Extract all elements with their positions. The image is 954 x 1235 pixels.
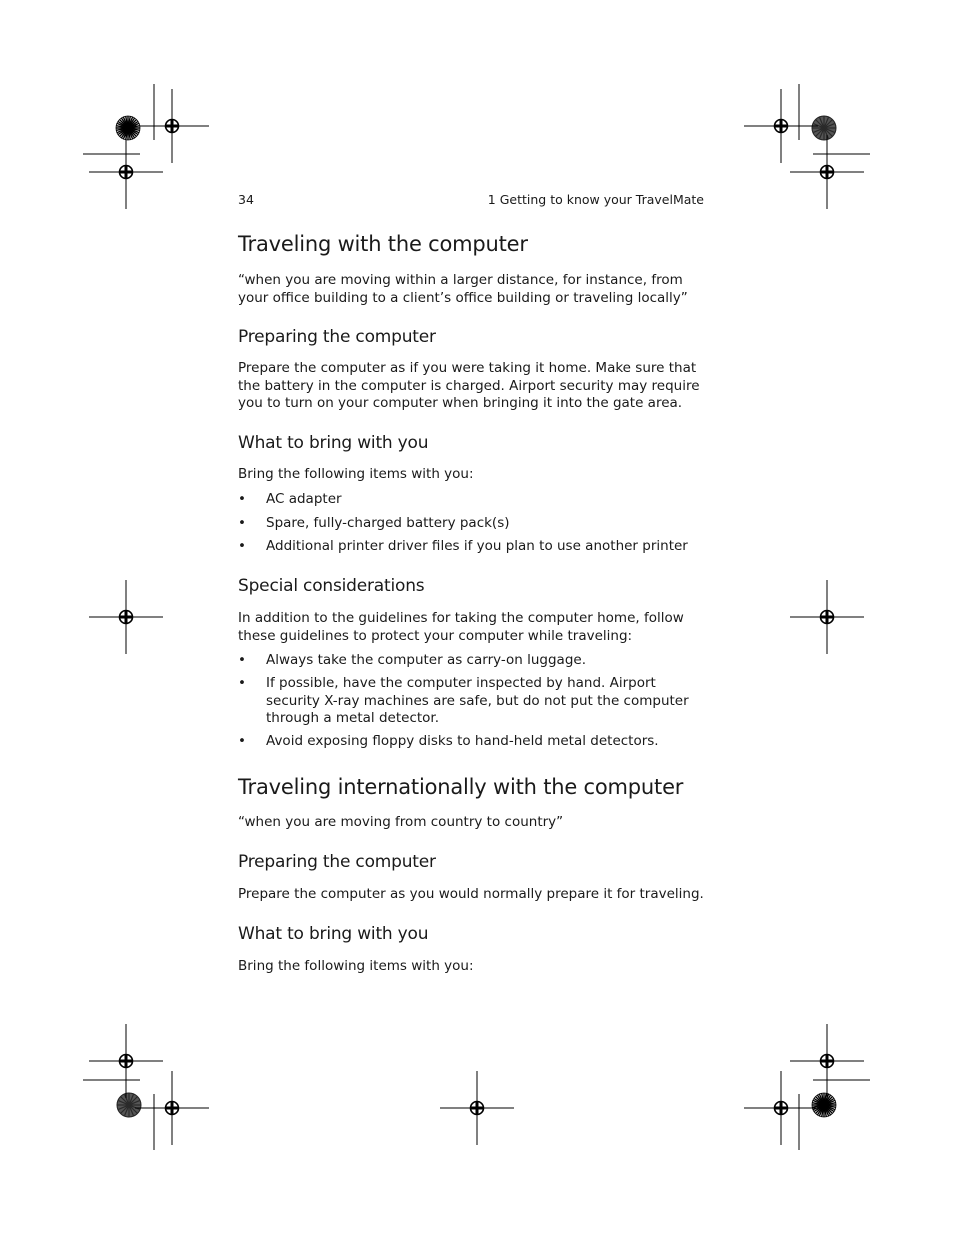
chapter-header: 1 Getting to know your TravelMate xyxy=(487,192,704,207)
section-quote: “when you are moving from country to country” xyxy=(238,814,564,830)
list-item: If possible, have the computer inspected by hand. Airport security X-ray machines are safe, but do not put the computer through a metal detector. xyxy=(266,675,689,726)
subheading-preparing: Preparing the computer xyxy=(238,852,436,872)
section-title-traveling: Traveling with the computer xyxy=(238,232,528,256)
paragraph-preparing: Prepare the computer as you would normally prepare it for traveling. xyxy=(238,886,704,902)
bullet-marker: • xyxy=(238,733,246,749)
list-item: Always take the computer as carry-on luggage. xyxy=(266,652,586,668)
page-number: 34 xyxy=(238,192,254,207)
paragraph-preparing: Prepare the computer as if you were taking it home. Make sure that the battery in the computer is charged. Airport security may require you to turn on your computer when bringing it into the gate area. xyxy=(238,360,700,411)
paragraph-special-intro: In addition to the guidelines for taking the computer home, follow these guidelines to protect your computer while traveling: xyxy=(238,610,684,644)
section-title-international: Traveling internationally with the computer xyxy=(238,775,684,799)
bullet-marker: • xyxy=(238,652,246,668)
list-item: Spare, fully-charged battery pack(s) xyxy=(266,515,510,531)
bullet-marker: • xyxy=(238,515,246,531)
bullet-marker: • xyxy=(238,538,246,554)
bullet-marker: • xyxy=(238,675,246,691)
subheading-what-to-bring: What to bring with you xyxy=(238,924,429,944)
paragraph-bring-intro: Bring the following items with you: xyxy=(238,466,474,482)
bullet-marker: • xyxy=(238,491,246,507)
list-item: Additional printer driver files if you plan to use another printer xyxy=(266,538,688,554)
section-quote: “when you are moving within a larger distance, for instance, from your office building to a client’s office building or traveling locally” xyxy=(238,272,688,306)
subheading-preparing: Preparing the computer xyxy=(238,327,436,347)
subheading-special: Special considerations xyxy=(238,576,425,596)
subheading-what-to-bring: What to bring with you xyxy=(238,433,429,453)
list-item: AC adapter xyxy=(266,491,342,507)
list-item: Avoid exposing floppy disks to hand-held metal detectors. xyxy=(266,733,659,749)
paragraph-bring-intro: Bring the following items with you: xyxy=(238,958,474,974)
